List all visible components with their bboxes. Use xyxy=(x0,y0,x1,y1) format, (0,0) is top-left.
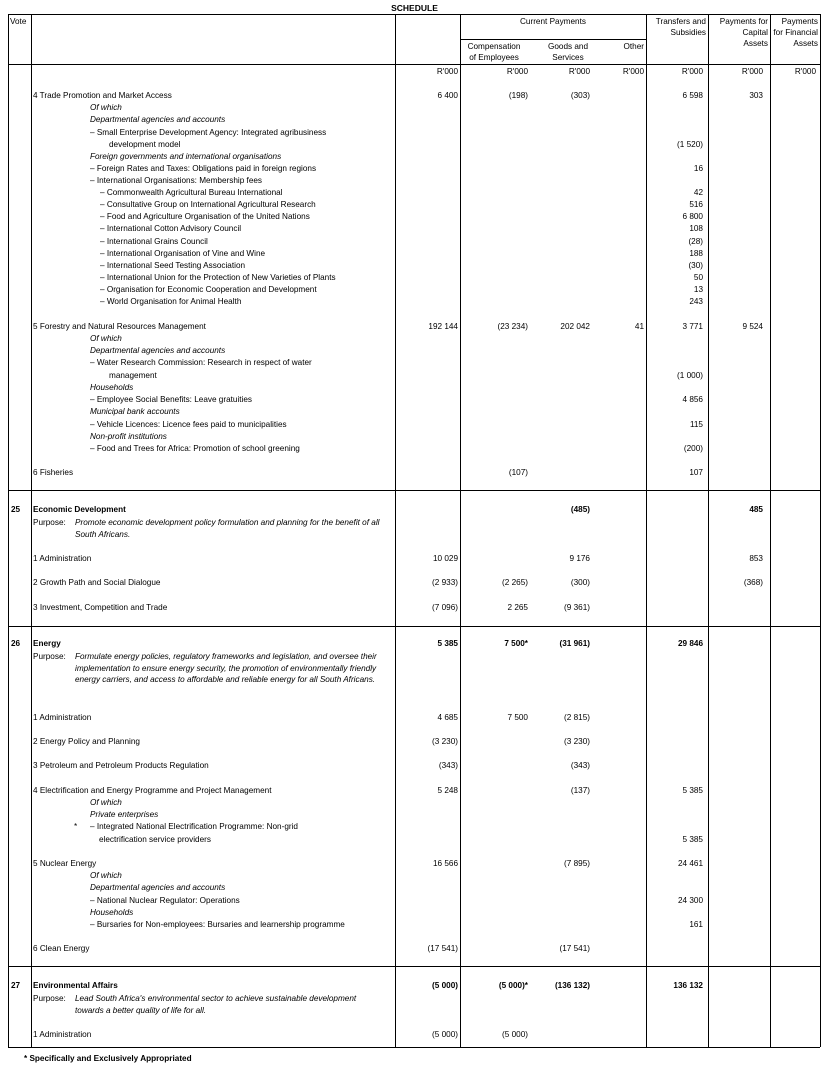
purpose-text: Promote economic development policy formulation and planning for the benefit of all South Africans. xyxy=(75,518,380,539)
row-label: 5 Nuclear Energy xyxy=(33,859,97,868)
row-label: electrification service providers xyxy=(99,835,211,844)
cell-cap: (368) xyxy=(743,578,763,587)
purpose-label: Purpose: xyxy=(33,518,66,527)
comp-header-line1: Compensation xyxy=(467,42,521,51)
row-label: * xyxy=(74,822,78,831)
row-label: Households xyxy=(90,908,134,917)
row-label: – Organisation for Economic Cooperation and Development xyxy=(100,285,317,294)
row-label: – National Nuclear Regulator: Operations xyxy=(90,896,240,905)
row-label: – Employee Social Benefits: Leave gratuities xyxy=(90,395,253,404)
cell-cap: 485 xyxy=(749,505,763,514)
cell-trans: 243 xyxy=(689,297,703,306)
cell-total: 5 248 xyxy=(437,786,458,795)
cell-comp: (23 234) xyxy=(497,322,528,331)
goods-header-line1: Goods and xyxy=(547,42,589,51)
cell-trans: 5 385 xyxy=(682,835,703,844)
row-label: 1 Administration xyxy=(33,554,92,563)
row-label: Of which xyxy=(90,798,122,807)
cell-total: 4 685 xyxy=(437,713,458,722)
cell-total: 6 400 xyxy=(437,91,458,100)
row-label: Of which xyxy=(90,103,122,112)
financial-header-line2: for Financial xyxy=(773,28,818,37)
cell-trans: 24 461 xyxy=(677,859,703,868)
row-label: – Vehicle Licences: Licence fees paid to municipalities xyxy=(90,420,287,429)
cell-trans: (30) xyxy=(688,261,703,270)
transfers-header-line1: Transfers and xyxy=(655,17,706,26)
row-label: 6 Clean Energy xyxy=(33,944,90,953)
schedule-title: SCHEDULE xyxy=(391,3,438,13)
cell-goods: (3 230) xyxy=(564,737,590,746)
row-label: Households xyxy=(90,383,134,392)
cell-total: (17 541) xyxy=(427,944,458,953)
financial-header-line1: Payments xyxy=(781,17,818,26)
row-label: 2 Growth Path and Social Dialogue xyxy=(33,578,161,587)
cell-goods: (7 895) xyxy=(564,859,590,868)
cell-goods: (17 541) xyxy=(559,944,590,953)
row-label: Private enterprises xyxy=(90,810,159,819)
row-label: – International Seed Testing Association xyxy=(100,261,246,270)
cell-total: (5 000) xyxy=(432,981,458,990)
row-label: 27 xyxy=(11,981,21,990)
cell-comp: (5 000) xyxy=(502,1030,528,1039)
unit-comp: R'000 xyxy=(506,67,528,76)
cell-goods: (303) xyxy=(570,91,590,100)
row-label: – Food and Agriculture Organisation of the United Nations xyxy=(100,212,310,221)
cell-total: (5 000) xyxy=(432,1030,458,1039)
cell-cap: 9 524 xyxy=(742,322,763,331)
cell-goods: (137) xyxy=(570,786,590,795)
cell-other: 41 xyxy=(634,322,644,331)
cell-trans: 5 385 xyxy=(682,786,703,795)
cell-goods: (343) xyxy=(570,761,590,770)
cell-total: (2 933) xyxy=(432,578,458,587)
row-label: – Small Enterprise Development Agency: Integrated agribusiness xyxy=(90,128,327,137)
cell-trans: 6 800 xyxy=(682,212,703,221)
row-label: Economic Development xyxy=(33,505,126,514)
row-label: – Consultative Group on International Agricultural Research xyxy=(100,200,316,209)
transfers-header-line2: Subsidies xyxy=(670,28,706,37)
current-payments-header: Current Payments xyxy=(520,17,586,26)
cell-trans: 16 xyxy=(693,164,703,173)
row-label: – World Organisation for Animal Health xyxy=(100,297,242,306)
row-label: Departmental agencies and accounts xyxy=(90,346,226,355)
row-label: 3 Petroleum and Petroleum Products Regulation xyxy=(33,761,209,770)
row-label: – Integrated National Electrification Programme: Non-grid xyxy=(90,822,298,831)
row-label: Of which xyxy=(90,871,122,880)
cell-trans: 13 xyxy=(693,285,703,294)
cell-goods: 9 176 xyxy=(569,554,590,563)
row-label: 1 Administration xyxy=(33,1030,92,1039)
unit-capital: R'000 xyxy=(741,67,763,76)
cell-total: 5 385 xyxy=(437,639,458,648)
row-label: – Bursaries for Non-employees: Bursaries and learnership programme xyxy=(90,920,345,929)
row-label: 5 Forestry and Natural Resources Management xyxy=(33,322,206,331)
cell-total: 16 566 xyxy=(432,859,458,868)
cell-trans: 136 132 xyxy=(673,981,703,990)
cell-trans: 161 xyxy=(689,920,703,929)
purpose-text: Lead South Africa's environmental sector to achieve sustainable development towards a better quality of life for all. xyxy=(75,994,357,1015)
cell-comp: (107) xyxy=(508,468,528,477)
row-label: – International Union for the Protection of New Varieties of Plants xyxy=(100,273,336,282)
cell-total: (3 230) xyxy=(432,737,458,746)
row-label: 2 Energy Policy and Planning xyxy=(33,737,140,746)
cell-total: (343) xyxy=(438,761,458,770)
cell-total: (7 096) xyxy=(432,603,458,612)
cell-trans: 4 856 xyxy=(682,395,703,404)
cell-total: 192 144 xyxy=(428,322,458,331)
cell-comp: 2 265 xyxy=(507,603,528,612)
cell-trans: 107 xyxy=(689,468,703,477)
financial-header-line3: Assets xyxy=(793,39,818,48)
row-label: – International Organisation of Vine and Wine xyxy=(100,249,266,258)
row-label: Foreign governments and international organisations xyxy=(90,152,282,161)
vote-header: Vote xyxy=(10,17,27,26)
footnote: * Specifically and Exclusively Appropriated xyxy=(24,1054,192,1063)
cell-goods: (300) xyxy=(570,578,590,587)
cell-goods: (9 361) xyxy=(564,603,590,612)
unit-other: R'000 xyxy=(622,67,644,76)
comp-header-line2: of Employees xyxy=(469,53,519,62)
cell-trans: 24 300 xyxy=(677,896,703,905)
row-label: – International Cotton Advisory Council xyxy=(100,224,242,233)
row-label: 26 xyxy=(11,639,21,648)
row-label: – Water Research Commission: Research in respect of water xyxy=(90,358,312,367)
cell-trans: 6 598 xyxy=(682,91,703,100)
cell-trans: (1 000) xyxy=(677,371,703,380)
cell-comp: (5 000)* xyxy=(498,981,528,990)
row-label: – Food and Trees for Africa: Promotion of school greening xyxy=(90,444,300,453)
unit-total: R'000 xyxy=(436,67,458,76)
cell-cap: 303 xyxy=(749,91,763,100)
row-label: Departmental agencies and accounts xyxy=(90,115,226,124)
row-label: – Foreign Rates and Taxes: Obligations paid in foreign regions xyxy=(90,164,317,173)
cell-goods: (136 132) xyxy=(554,981,590,990)
row-label: Energy xyxy=(33,639,61,648)
capital-header-line2: Capital xyxy=(742,28,768,37)
cell-trans: 516 xyxy=(689,200,703,209)
cell-goods: 202 042 xyxy=(560,322,590,331)
row-label: development model xyxy=(109,140,181,149)
cell-trans: 3 771 xyxy=(682,322,703,331)
cell-trans: 50 xyxy=(693,273,703,282)
cell-trans: 115 xyxy=(689,420,703,429)
purpose-label: Purpose: xyxy=(33,994,66,1003)
row-label: Municipal bank accounts xyxy=(90,407,180,416)
row-label: Non-profit institutions xyxy=(90,432,167,441)
cell-trans: 108 xyxy=(689,224,703,233)
row-label: – International Grains Council xyxy=(100,237,208,246)
cell-comp: 7 500 xyxy=(507,713,528,722)
row-label: Environmental Affairs xyxy=(33,981,118,990)
cell-total: 10 029 xyxy=(432,554,458,563)
unit-transfers: R'000 xyxy=(681,67,703,76)
row-label: management xyxy=(109,371,157,380)
cell-trans: 42 xyxy=(693,188,703,197)
row-label: Of which xyxy=(90,334,122,343)
cell-trans: (28) xyxy=(688,237,703,246)
capital-header-line1: Payments for xyxy=(719,17,768,26)
cell-trans: 29 846 xyxy=(677,639,703,648)
row-label: 25 xyxy=(11,505,21,514)
other-header: Other xyxy=(623,42,644,51)
row-label: 3 Investment, Competition and Trade xyxy=(33,603,168,612)
cell-goods: (485) xyxy=(570,505,590,514)
row-label: 4 Electrification and Energy Programme and Project Management xyxy=(33,786,272,795)
cell-trans: (1 520) xyxy=(677,140,703,149)
cell-goods: (2 815) xyxy=(564,713,590,722)
row-label: – Commonwealth Agricultural Bureau International xyxy=(100,188,283,197)
row-label: – International Organisations: Membership fees xyxy=(90,176,263,185)
row-label: 1 Administration xyxy=(33,713,92,722)
row-label: 4 Trade Promotion and Market Access xyxy=(33,91,172,100)
row-label: Departmental agencies and accounts xyxy=(90,883,226,892)
capital-header-line3: Assets xyxy=(743,39,768,48)
cell-comp: 7 500* xyxy=(504,639,528,648)
unit-goods: R'000 xyxy=(568,67,590,76)
goods-header-line2: Services xyxy=(552,53,584,62)
cell-cap: 853 xyxy=(749,554,763,563)
cell-comp: (198) xyxy=(508,91,528,100)
cell-goods: (31 961) xyxy=(559,639,590,648)
cell-comp: (2 265) xyxy=(502,578,528,587)
row-label: 6 Fisheries xyxy=(33,468,74,477)
unit-financial: R'000 xyxy=(794,67,816,76)
purpose-text: Formulate energy policies, regulatory frameworks and legislation, and oversee their implementation to ensure energy security, the promotion of environmentally friendly energy carriers, and access to affordable and reliable energy for all South Africans. xyxy=(75,652,377,684)
cell-trans: 188 xyxy=(689,249,703,258)
cell-trans: (200) xyxy=(683,444,703,453)
purpose-label: Purpose: xyxy=(33,652,66,661)
